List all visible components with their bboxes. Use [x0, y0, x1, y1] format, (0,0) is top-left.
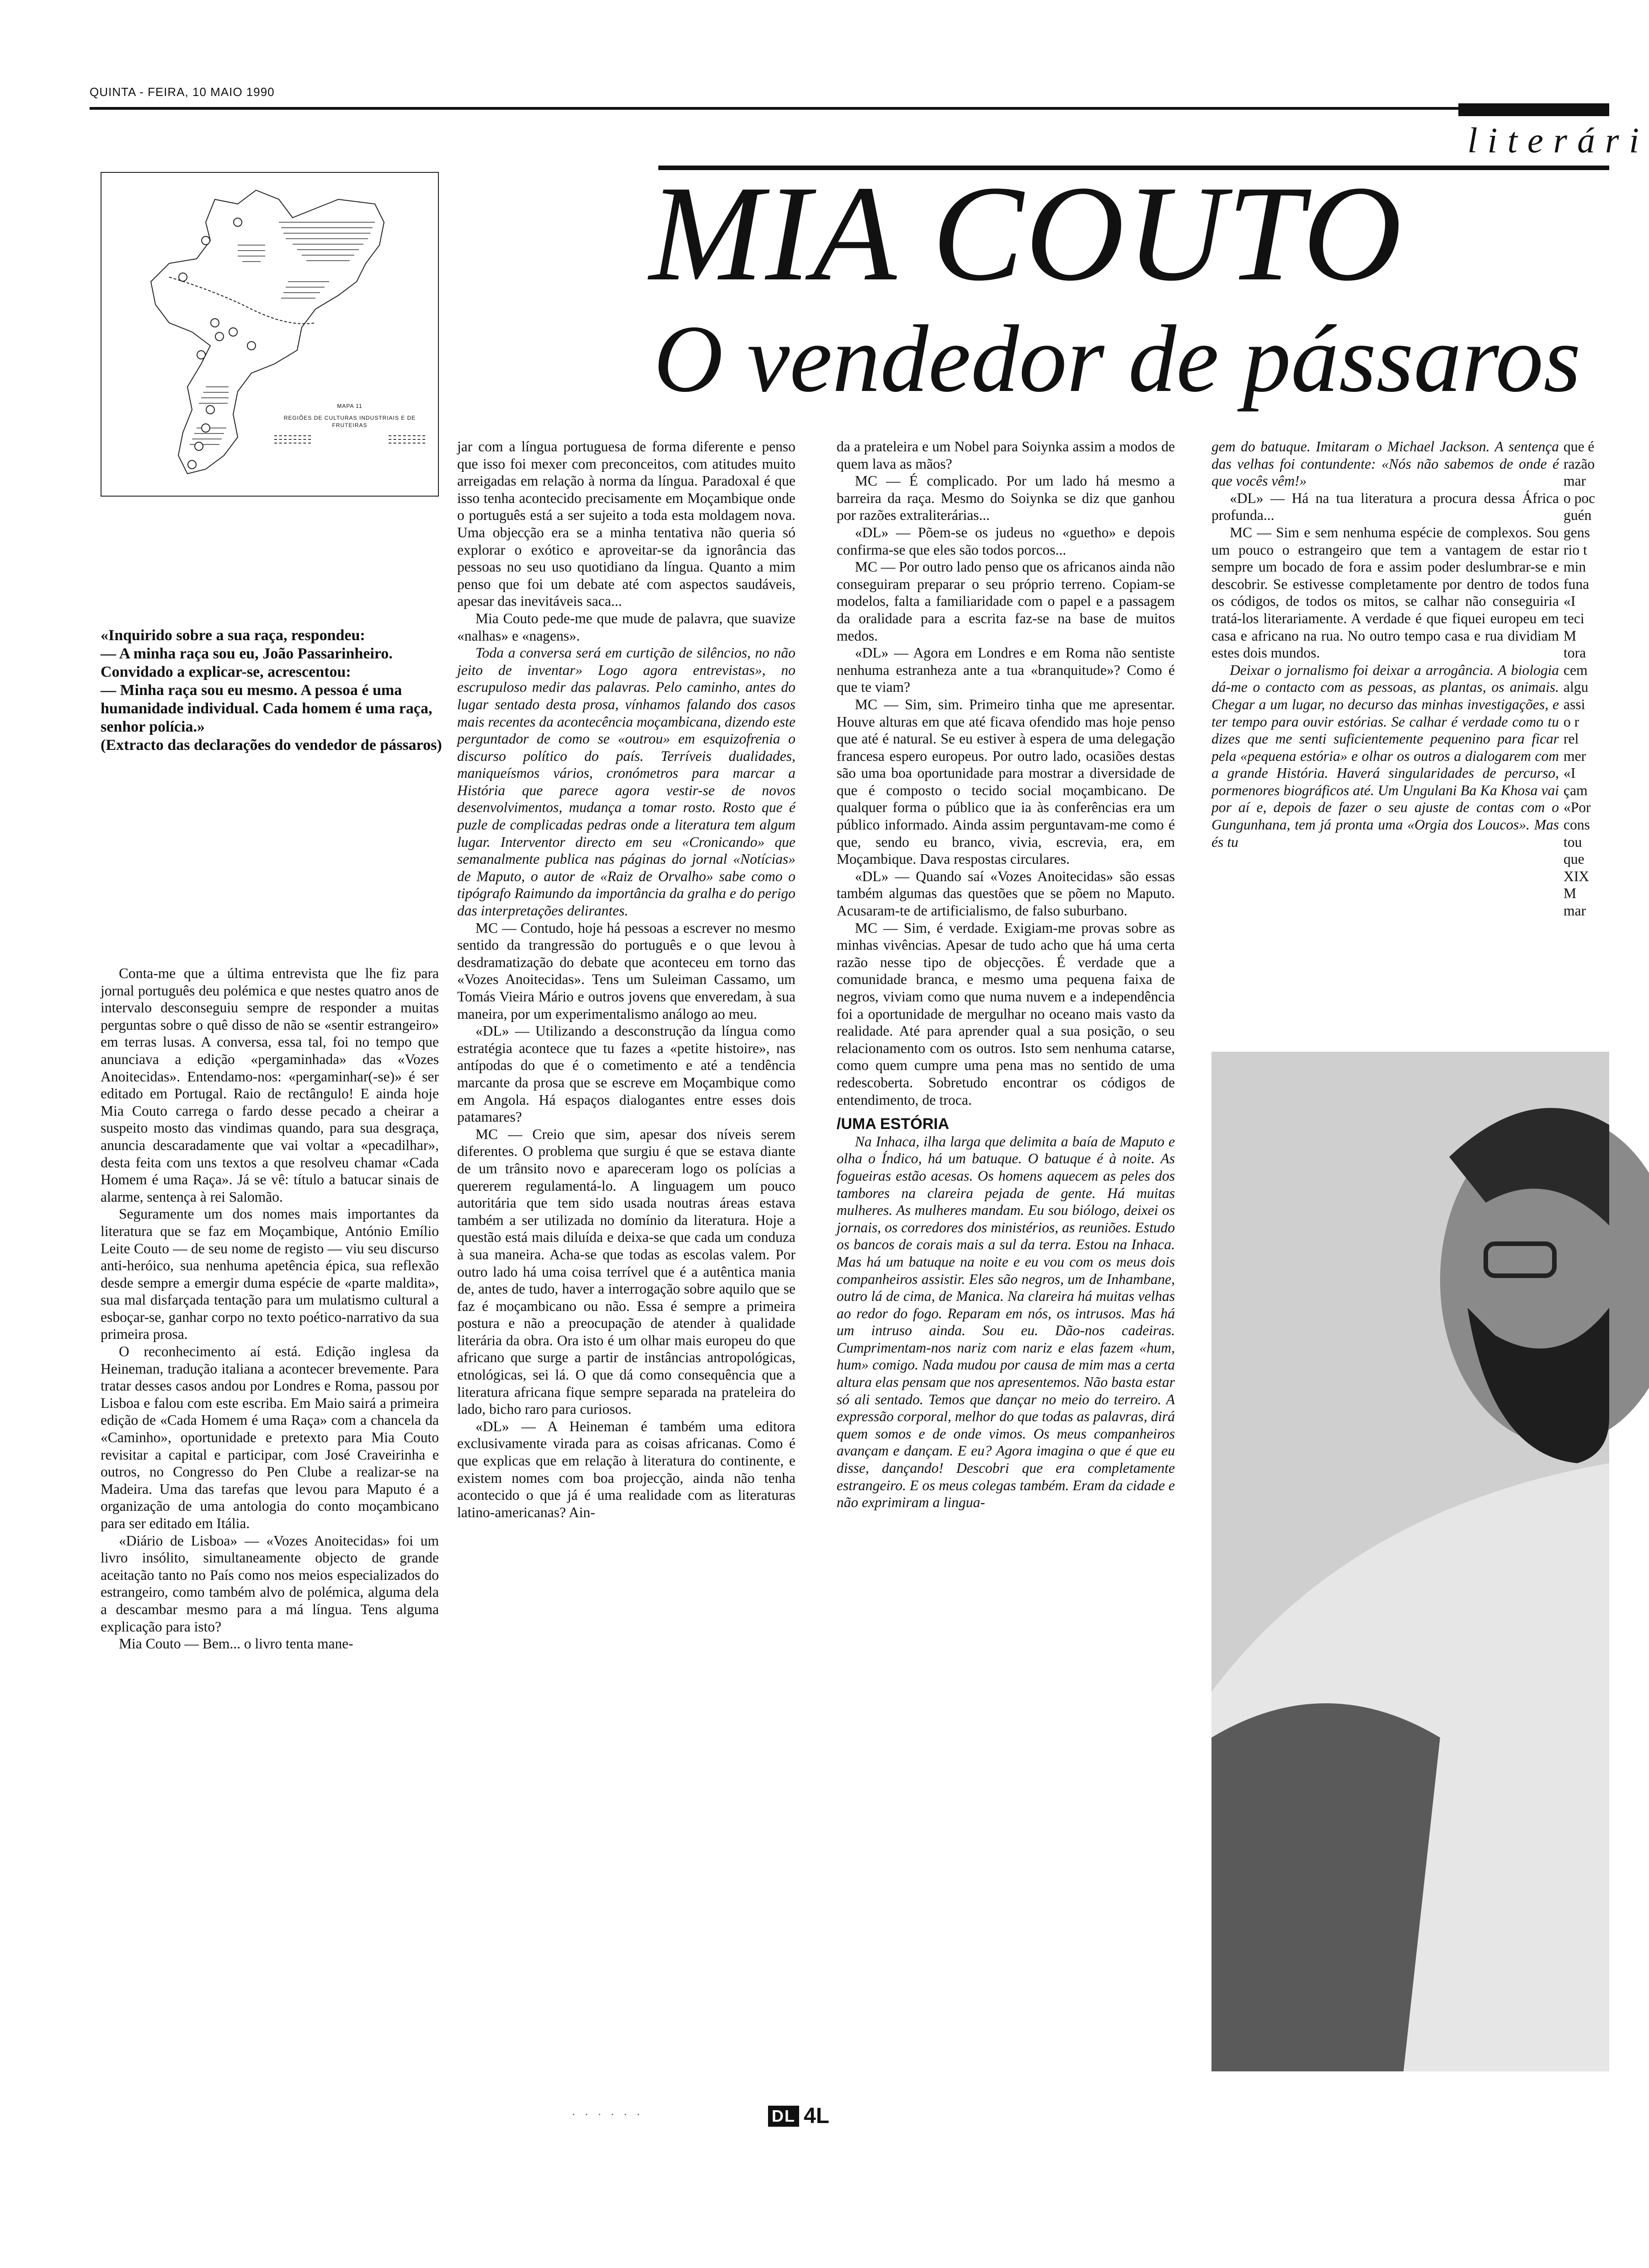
cropped-line: gens [1564, 524, 1590, 540]
cropped-line: rio t [1564, 541, 1587, 558]
cropped-line: M [1564, 885, 1577, 902]
cropped-line: teci [1564, 610, 1585, 626]
cropped-line: assi [1564, 696, 1585, 712]
cropped-line: o poc [1564, 490, 1596, 506]
map-caption-subtitle: REGIÕES DE CULTURAS INDUSTRIAIS E DE FRUTEIRAS [283, 415, 416, 428]
article-column-2 [457, 438, 795, 1521]
paragraph: MC — É complicado. Por um lado há mesmo a barreira da raça. Mesmo do Soiynka se diz que ganhou por razões extraliterárias... [837, 473, 1175, 524]
paragraph: gem do batuque. Imitaram o Michael Jackson. A sentença das velhas foi contundente: «Nós não sabemos de onde é que vocês vêm!» [1211, 439, 1559, 489]
publication-logo: DL [768, 2106, 799, 2127]
map-caption-title: MAPA 11 [337, 403, 363, 409]
paragraph: jar com a língua portuguesa de forma diferente e penso que isso foi mexer com preconceitos, com atitudes muito arreigadas em relação à norma da língua. Paradoxal é que isso tenha acontecido precisamente em Moçambique onde o português está a ser sujeito a toda esta moldagem nova. Uma objecção era se a minha tentativa não queria só explorar o exótico e aproveitar-se da ignorância das pessoas no seu uso quotidiano da língua. Quanto a mim penso que foi um debate até com aspectos saudáveis, apesar das inevitáveis saca... [457, 439, 795, 610]
pull-quote-line: — A minha raça sou eu, João Passarinheiro. [101, 645, 393, 662]
paragraph: MC — Creio que sim, apesar dos níveis serem diferentes. O problema que surgiu é que se estava diante de um trânsito novo e apareceram logo os polícias a quererem regulamentá-lo. A linguagem um pouco autoritária que tem sido usada noutras áreas estava também a ser utilizada no domínio da literatura. Hoje a questão está mais diluída e deixa-se que cada um conduza à sua maneira. Acha-se que todas as escolas valem. Por outro lado há uma coisa terrível que é a autêntica mania de, antes de tudo, haver a interrogação sobre aquilo que se faz é moçambicano ou não. Essa é sempre a primeira postura e não a preocupação de atender à qualidade literária da obra. Ora isto é um olhar mais europeu do que africano que surge a partir de instâncias antropológicas, etnológicas, sei lá. O que dá como consequência que a literatura africana fique sempre separada na prateleira do lado, bicho raro para curiosos. [457, 1126, 795, 1418]
cropped-line: cem [1564, 662, 1588, 678]
author-photo [1211, 1052, 1609, 2071]
paragraph: da a prateleira e um Nobel para Soiynka assim a modos de quem lava as mãos? [837, 439, 1175, 472]
paragraph: «DL» — A Heineman é também uma editora exclusivamente virada para as coisas africanas. Como é que explicas que em relação à literatura do continente, e existem nomes com boa projecção, ainda não tenha acontecido o que já é uma realidade com as literaturas latino-americanas? Ain- [457, 1418, 795, 1520]
section-heading: /UMA ESTÓRIA [837, 1115, 950, 1133]
pull-quote-line: — Minha raça sou eu mesmo. A pessoa é uma humanidade individual. Cada homem é uma raça, senhor polícia.» [101, 682, 432, 735]
cropped-line: mer [1564, 748, 1586, 764]
mozambique-map [101, 172, 439, 497]
pull-quote-line: «Inquirido sobre a sua raça, respondeu: [101, 627, 365, 644]
paragraph: MC — Sim e sem nenhuma espécie de complexos. Sou um pouco o estrangeiro que tem a vantagem de estar sempre um bocado de fora e assim poder deslumbrar-se e descobrir. Se estivesse completamente por dentro de todos os códigos, de todos os mitos, se calhar não conseguiria tratá-los literariamente. A verdade é que fiquei europeu em casa e africano na rua. No outro tempo casa e rua dividiam estes dois mundos. [1211, 524, 1559, 661]
article-column-3 [837, 438, 1175, 1511]
section-bar [1458, 103, 1609, 116]
cropped-line: guén [1564, 507, 1592, 524]
section-label: literári [1468, 120, 1649, 160]
paragraph: MC — Por outro lado penso que os africanos ainda não conseguiram preparar o seu próprio terreno. Copiam-se modelos, falta a familiaridade com o papel e a passagem da oralidade para a escrita faz-se na base de muitos medos. [837, 559, 1175, 644]
cropped-line: o r [1564, 713, 1580, 730]
map-caption [274, 402, 425, 446]
footer-ornament: · · · · · · [571, 2108, 643, 2122]
cropped-line: razão [1564, 455, 1595, 472]
pull-quote-line: (Extracto das declarações do vendedor de pássaros) [101, 737, 442, 754]
paragraph: Toda a conversa será em curtição de silêncios, no não jeito de inventar» Logo agora entrevistas», no escrupuloso medir das palavras. Pelo caminho, antes do lugar sentado desta prosa, vínhamos falando dos casos mais recentes da acontecência moçambicana, dizendo este perguntador de como se «outrou» em esquizofrenia o discurso político do país. Terríveis dualidades, maniqueísmos vários, cronómetros para marcar a História que parece agora vestir-se de novos desenvolvimentos, mudança a tomar rosto. Rosto que é puzle de complicadas pedras onde a literatura tem algum lugar. Interventor directo em seu «Cronicando» que semanalmente publica nas páginas do jornal «Notícias» de Maputo, o autor de «Raiz de Orvalho» sabe como o tipógrafo Raimundo da importância da gralha e do perigo das interpretações delirantes. [457, 645, 795, 919]
article-subtitle: O vendedor de pássaros [654, 306, 1581, 412]
cropped-line: tora [1564, 645, 1586, 661]
pull-quote [101, 626, 457, 754]
cropped-line: XIX [1564, 868, 1589, 884]
page-footer [768, 2103, 829, 2129]
map-legend-row [274, 435, 425, 439]
paragraph: O reconhecimento aí está. Edição inglesa da Heineman, tradução italiana a acontecer brevemente. Para tratar desses casos andou por Londres e Roma, passou por Lisboa e falou com este escriba. Em Maio sairá a primeira edição de «Cada Homem é uma Raça» com a chancela da «Caminho», oportunidade e pretexto para Mia Couto revisitar a capital e participar, com José Craveirinha e outros, no Congresso do Pen Clube a realizar-se na Madeira. Uma das tarefas que levou para Maputo é a organização de uma antologia do conto moçambicano para ser editado em Itália. [101, 1343, 439, 1531]
paragraph: Na Inhaca, ilha larga que delimita a baía de Maputo e olha o Índico, há um batuque. O batuque é à noite. As fogueiras estão acesas. Os homens aquecem as peles dos tambores na clareira pejada de gente. Há muitas mulheres. As mulheres mandam. Eu sou biólogo, deixei os jornais, os corredores dos ministérios, as reuniões. Estudo os bancos de corais mais a sul da terra. Estou na Inhaca. Mas há um batuque na noite e eu vou com os meus dois companheiros assistir. Eles são negros, um de Inhambane, outro lá de cima, de Manica. Na clareira há muitas velhas ao redor do fogo. Reparam em nós, os intrusos. Mas há um intruso ainda. Sou eu. Dão-nos cadeiras. Cumprimentam-nos nariz com nariz e elas fazem «hum, hum» comigo. Nada mudou por causa de mim mas a certa altura elas pensam que nos apresentemos. Não basta estar só ali sentado. Temos que dançar no meio do terreiro. A expressão corporal, melhor do que todas as palavras, dirá quem somos e de onde vimos. Os meus companheiros avançam e dançam. E eu? Agora imagina o que é que eu disse, dançando! Descobri que era completamente estrangeiro. E os meus colegas também. Eram da cidade e não exprimiram a lingua- [837, 1133, 1175, 1511]
cropped-line: cons [1564, 817, 1590, 833]
cropped-line: que é [1564, 439, 1595, 455]
article-title: MIA COUTO [649, 157, 1404, 309]
cropped-line: mar [1564, 473, 1586, 489]
paragraph: «DL» — Põem-se os judeus no «guetho» e depois confirma-se que eles são todos porcos... [837, 524, 1175, 558]
cropped-line: «I [1564, 765, 1576, 781]
paragraph: MC — Contudo, hoje há pessoas a escrever no mesmo sentido da trangressão do português e o que levou à desdramatização do debate que aconteceu em torno das «Vozes Anoitecidas». Tens um Suleiman Cassamo, um Tomás Vieira Mário e outros jovens que enveredam, à sua maneira, por um experimentalismo análogo ao meu. [457, 920, 795, 1022]
paragraph: Seguramente um dos nomes mais importantes da literatura que se faz em Moçambique, António Emílio Leite Couto — de seu nome de registo — viu seu discurso anti-heróico, sua nenhuma apetência épica, sua reflexão desde sempre a emergir duma espécie de «parte maldita», sua mal disfarçada tentação para um mulatismo cultural a esboçar-se, ganhar corpo no texto poético-narrativo da sua primeira prosa. [101, 1206, 439, 1343]
paragraph: «DL» — Utilizando a desconstrução da língua como estratégia acontece que tu fazes a «petite histoire», nas antípodas do que é o cometimento e até a tendência marcante da prosa que se escreve em Moçambique como em Angola. Há espaços dialogantes entre esses dois patamares? [457, 1023, 795, 1125]
cropped-line: mar [1564, 903, 1586, 919]
article-column-5-cropped [1564, 438, 1609, 920]
paragraph: «DL» — Quando saí «Vozes Anoitecidas» são essas também algumas das questões que se põem no Maputo. Acusaram-te de artificialismo, de falso suburbano. [837, 868, 1175, 919]
cropped-line: «Por [1564, 799, 1591, 816]
cropped-line: algu [1564, 679, 1589, 695]
cropped-line: tou [1564, 834, 1582, 850]
cropped-line: funa [1564, 576, 1589, 592]
publication-date: QUINTA - FEIRA, 10 MAIO 1990 [90, 85, 275, 99]
paragraph: MC — Sim, é verdade. Exigiam-me provas sobre as minhas vivências. Apesar de tudo acho que há uma certa razão nesse tipo de objecções. É verdade que a comunidade branca, e mesmo uma pequena faixa de negros, viviam como que numa nuvem e a independência foi a oportunidade de mergulhar no oceano mais vasto da realidade. Até para aprender qual a sua posição, o seu relacionamento com os outros. Isto sem nenhuma catarse, como quem cumpre uma pena mas no sentido de uma redescoberta. Sobretudo encontrar os códigos de entendimento, de troca. [837, 920, 1175, 1108]
header-rule [90, 107, 1609, 110]
cropped-line: que [1564, 851, 1585, 867]
paragraph: Deixar o jornalismo foi deixar a arrogância. A biologia dá-me o contacto com as pessoas, as plantas, os animais. Chegar a um lugar, no decurso das minhas investigações, e ter tempo para ouvir estórias. Se calhar é verdade como tu dizes que me senti suficientemente pequenino para ficar pela «pequena estória» e olhar os outros a dialogarem com a grande História. Haverá singularidades de percurso, pormenores biográficos até. Um Ungulani Ba Ka Khosa vai por aí e, depois de fazer o seu ajuste de contas com o Gungunhana, tem já pronta uma «Orgia dos Loucos». Mas és tu [1211, 662, 1559, 850]
paragraph: «DL» — Agora em Londres e em Roma não sentiste nenhuma estranheza ante a tua «branquitude»? Como é que te viam? [837, 645, 1175, 695]
paragraph: Conta-me que a última entrevista que lhe fiz para jornal português deu polémica e que nestes quatro anos de intervalo desconseguiu sempre de responder a muitas perguntas sobre o quê disso de não se «sentir estrangeiro» em terras lusas. A conversa, essa tal, foi no tempo que anunciava a edição «pergaminhada» das «Vozes Anoitecidas». Entendamo-nos: «pergaminhar(-se)» é ser editado em Portugal. Raio de rectângulo! E ainda hoje Mia Couto carrega o fardo desse pecado a cheirar a suspeito mosto das vindimas quando, para sua desgraça, anuncia descaradamente que vai voltar a «pecadilhar», desta feita com uns textos a que resolveu chamar «Cada Homem é uma Raça». Já se vê: título a batucar sinais de alarme, sentença à rei Salomão. [101, 965, 439, 1205]
photo-arm [1211, 1703, 1440, 2071]
map-legend-row [274, 443, 425, 446]
cropped-line: rel [1564, 731, 1579, 747]
paragraph: Mia Couto pede-me que mude de palavra, que suavize «nalhas» e «nagens». [457, 610, 795, 644]
cropped-line: çam [1564, 782, 1588, 798]
paragraph: «Diário de Lisboa» — «Vozes Anoitecidas» foi um livro insólito, simultaneamente objecto de grande aceitação tanto no País como nos meios especializados do estrangeiro, como também alvo de polémica, alguma dela a descambar mesmo para a má língua. Tens alguma explicação para isto? [101, 1532, 439, 1635]
paragraph: Mia Couto — Bem... o livro tenta mane- [119, 1636, 353, 1652]
cropped-line: «I [1564, 593, 1576, 610]
paragraph: «DL» — Há na tua literatura a procura dessa África profunda... [1211, 490, 1559, 524]
cropped-line: min [1564, 559, 1586, 575]
map-legend-row [274, 439, 425, 443]
article-column-1 [101, 965, 439, 1653]
page-number: 4L [804, 2104, 830, 2128]
pull-quote-line: Convidado a explicar-se, acrescentou: [101, 663, 351, 680]
paragraph: MC — Sim, sim. Primeiro tinha que me apresentar. Houve alturas em que até ficava ofendido mas hoje penso que até é natural. Se eu estiver à espera de uma delegação francesa espero europeus. Por outro lado, ocasiões destas são uma boa oportunidade para mostrar a diversidade de que é composto o tecido social moçambicano. De qualquer forma o público que ia às conferências era um público informado. Ainda assim perguntavam-me como é que, sendo eu branco, vivia, escrevia, era, em Moçambique. Dava respostas circulares. [837, 696, 1175, 867]
article-column-4 [1211, 438, 1559, 850]
cropped-line: M [1564, 627, 1577, 644]
